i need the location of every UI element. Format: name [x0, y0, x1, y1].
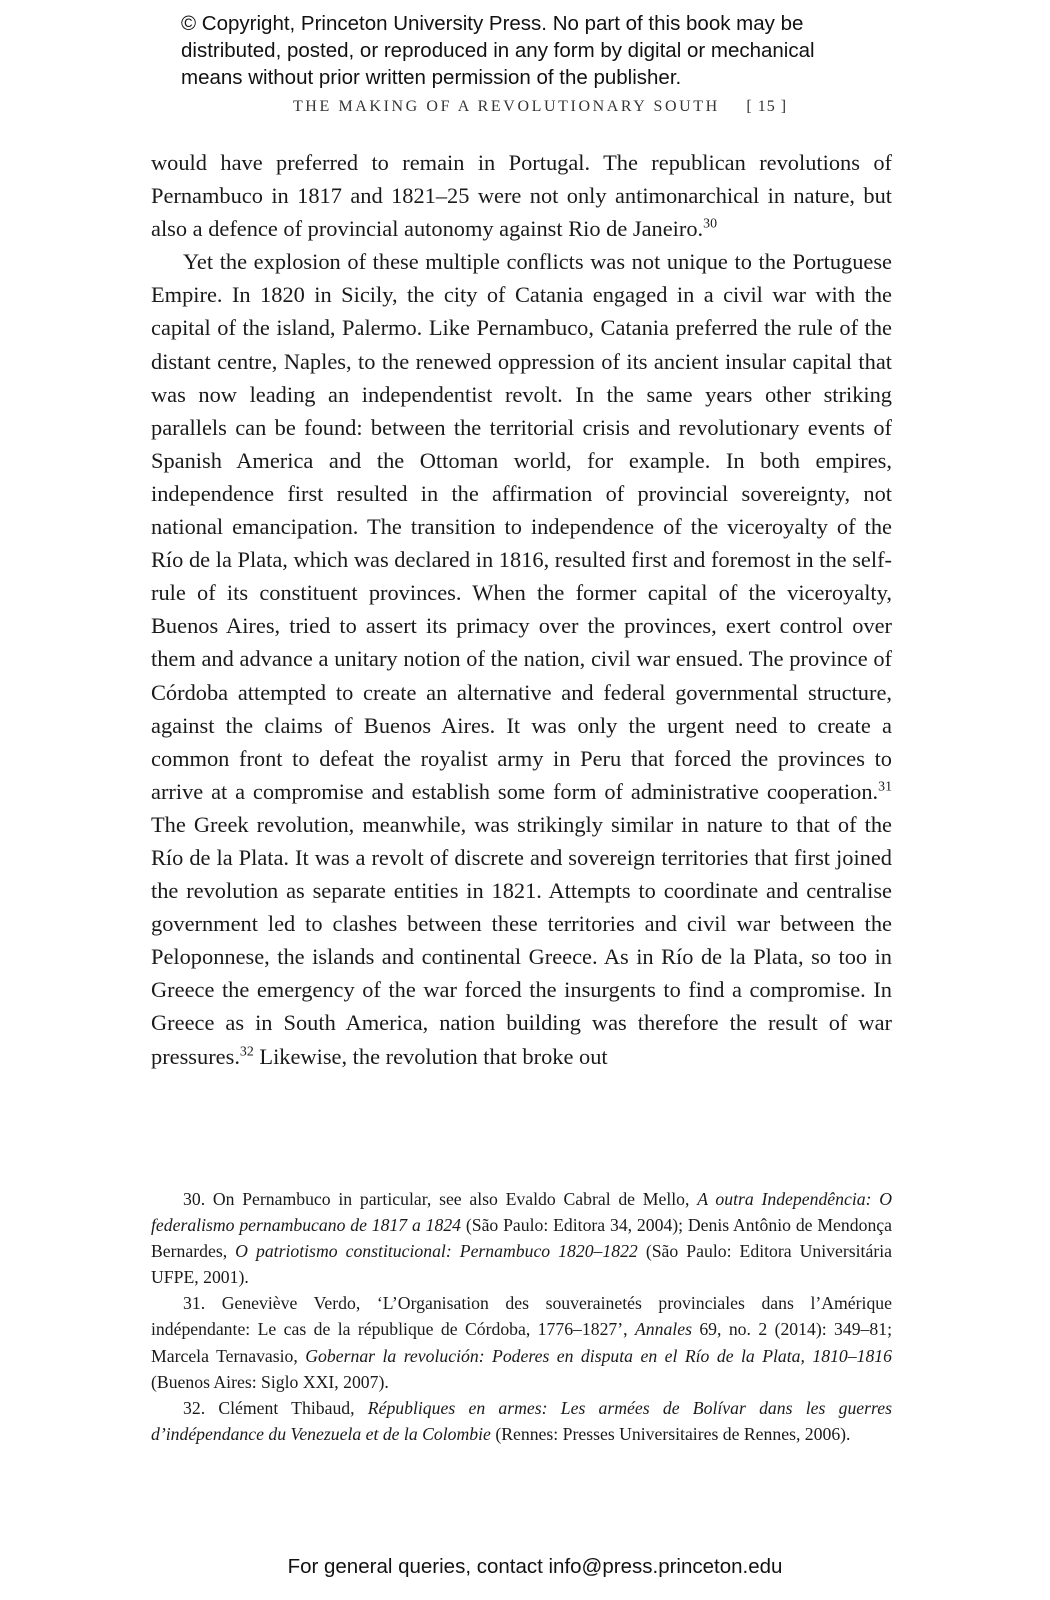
footnote-text: (São Paulo: Editora Universitária UFPE, 2001). — [151, 1241, 892, 1288]
running-title: THE MAKING OF A REVOLUTIONARY SOUTH — [292, 98, 720, 115]
copyright-line: distributed, posted, or reproduced in any form by digital or mechanical — [181, 39, 815, 62]
footnote-31 — [151, 1290, 892, 1394]
footnote-ref-31[interactable]: 31 — [878, 779, 892, 795]
footnote-32 — [151, 1395, 892, 1447]
paragraph — [151, 146, 892, 245]
footnote-title: Républiques en armes: Les armées de Bolívar dans les guerres d’indépendance du Venezuela et de la Colombie — [151, 1397, 892, 1444]
footnotes — [151, 1186, 892, 1447]
footnote-text: 69, no. 2 (2014): 349–81; Marcela Ternavasio, — [151, 1319, 892, 1366]
paragraph-text: Likewise, the revolution that broke out — [253, 1043, 608, 1069]
body-text — [151, 146, 892, 1073]
page-number: [ 15 ] — [746, 98, 788, 115]
paragraph — [151, 245, 892, 1072]
running-head — [0, 98, 1050, 116]
footnote-text: 31. Geneviève Verdo, ‘L’Organisation des souverainetés provinciales dans l’Amérique indépendante: Le cas de la république de Córdoba, 1776–1827’, — [151, 1293, 892, 1340]
footnote-text: (Rennes: Presses Universitaires de Rennes, 2006). — [490, 1423, 851, 1444]
footnote-title: Annales — [634, 1319, 692, 1340]
footer-contact: For general queries, contact info@press.princeton.edu — [287, 1555, 783, 1578]
copyright-line: means without prior written permission of the publisher. — [181, 66, 682, 89]
footnote-title: A outra Independência: O federalismo pernambucano de 1817 a 1824 — [151, 1189, 892, 1236]
footnote-30 — [151, 1186, 892, 1290]
footnote-text: (Buenos Aires: Siglo XXI, 2007). — [151, 1371, 389, 1392]
paragraph-text: Yet the explosion of these multiple conflicts was not unique to the Portuguese Empire. In 1820 in Sicily, the city of Catania engaged in a civil war with the capital of the island, Palermo. Like Pernambuco, Catania preferred the rule of the distant centre, Naples, to the renewed oppression of its ancient insular capital that was now leading an independentist revolt. In the same years other striking parallels can be found: between the territorial crisis and revolutionary events of Spanish America and the Ottoman world, for example. In both empires, independence first resulted in the affirmation of provincial sovereignty, not national emancipation. The transition to independence of the viceroyalty of the Río de la Plata, which was declared in 1816, resulted first and foremost in the self-rule of its constituent provinces. When the former capital of the viceroyalty, Buenos Aires, tried to assert its primacy over the provinces, exert control over them and advance a unitary notion of the nation, civil war ensued. The province of Córdoba attempted to create an alternative and federal governmental structure, against the claims of Buenos Aires. It was only the urgent need to create a common front to defeat the royalist army in Peru that forced the provinces to arrive at a compromise and establish some form of administrative cooperation. — [151, 249, 892, 804]
footnote-ref-30[interactable]: 30 — [703, 216, 717, 232]
footnote-text: (São Paulo: Editora 34, 2004); Denis Antônio de Mendonça Bernardes, — [151, 1215, 892, 1262]
footnote-text: 30. On Pernambuco in particular, see also Evaldo Cabral de Mello, — [183, 1189, 698, 1209]
copyright-notice — [181, 10, 941, 91]
footnote-ref-32[interactable]: 32 — [239, 1043, 254, 1059]
footnote-title: O patriotismo constitucional: Pernambuco 1820–1822 — [235, 1241, 638, 1262]
copyright-line: © Copyright, Princeton University Press. No part of this book may be — [181, 12, 804, 35]
paragraph-text: would have preferred to remain in Portugal. The republican revolutions of Pernambuco in 1817 and 1821–25 were not only antimonarchical in nature, but also a defence of provincial autonomy against Rio de Janeiro. — [151, 150, 892, 242]
footnote-text: 32. Clément Thibaud, — [183, 1397, 368, 1418]
footnote-title: Gobernar la revolución: Poderes en disputa en el Río de la Plata, 1810–1816 — [305, 1345, 892, 1366]
paragraph-text: The Greek revolution, meanwhile, was strikingly similar in nature to that of the Río de la Plata. It was a revolt of discrete and sovereign territories that first joined the revolution as separate entities in 1821. Attempts to coordinate and centralise government led to clashes between these territories and civil war between the Peloponnese, the islands and continental Greece. As in Río de la Plata, so too in Greece the emergency of the war forced the insurgents to find a compromise. In Greece as in South America, nation building was therefore the result of war pressures. — [151, 811, 892, 1069]
